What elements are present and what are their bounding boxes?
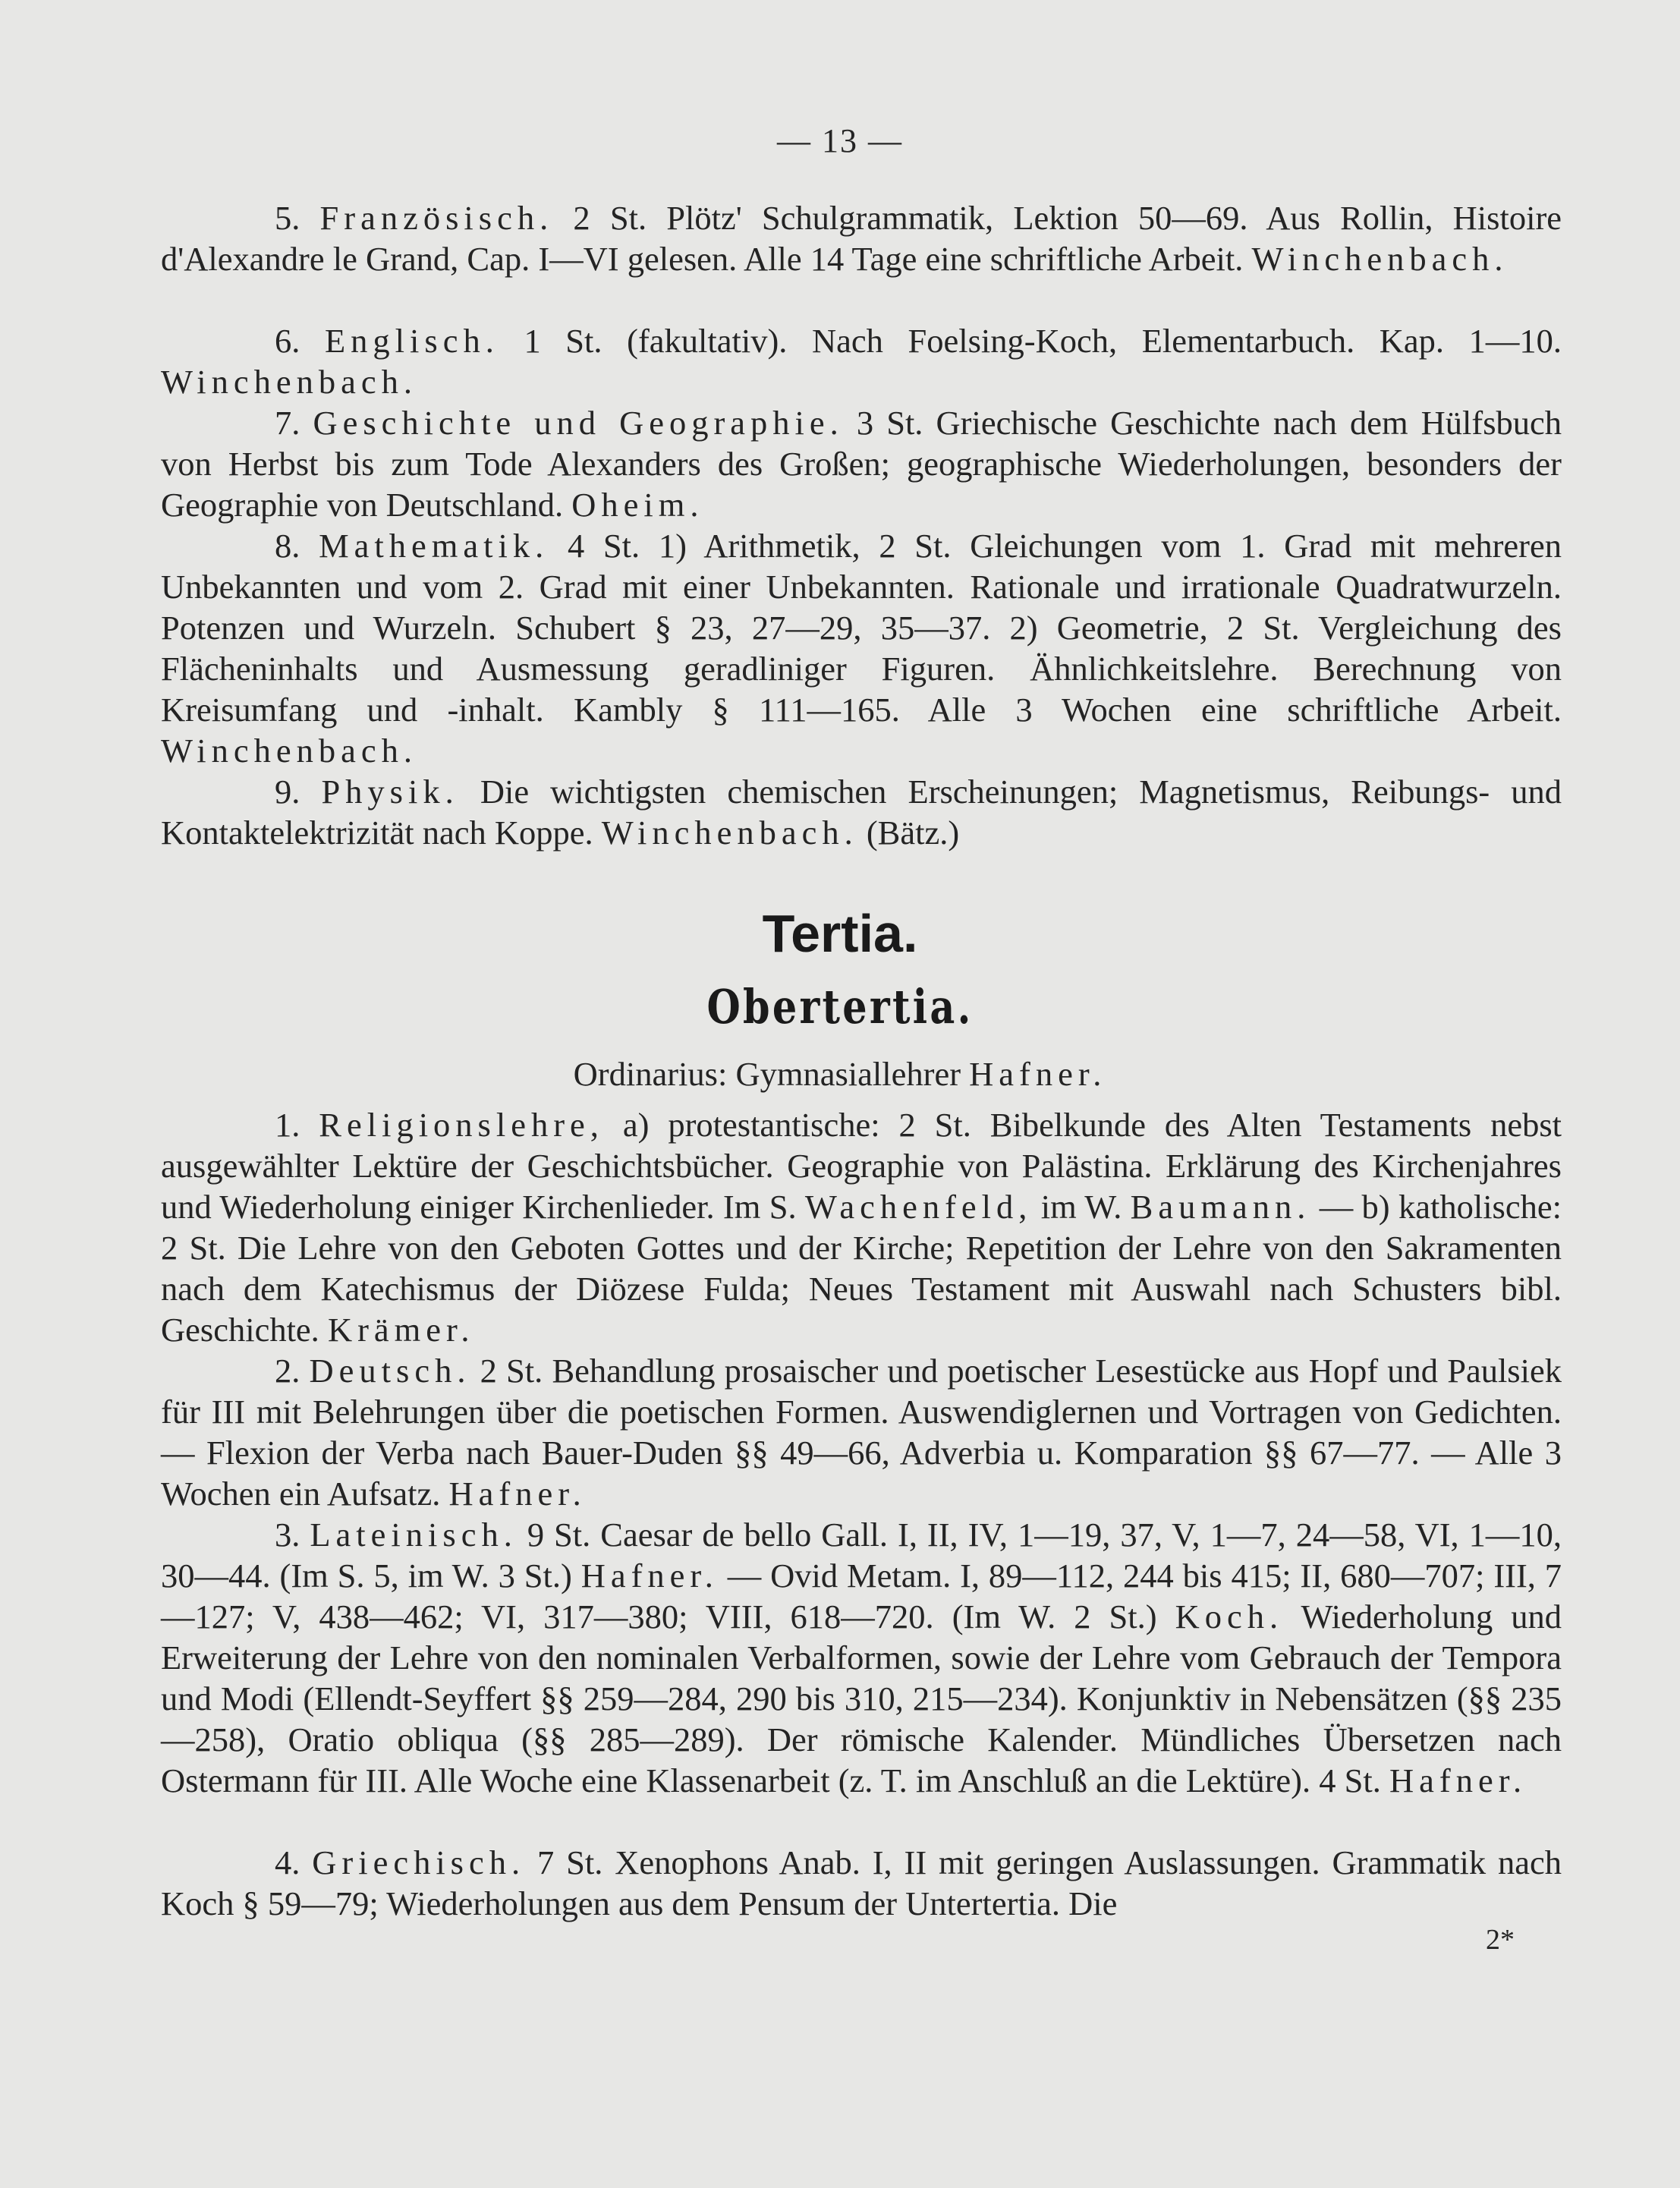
teacher-name: Baumann. <box>1130 1188 1311 1226</box>
item-text: a) protestantische: 2 St. Bibelkunde des Alten Testaments nebst ausgewählter Lektüre der Geschichtsbücher. Geographie von Palästina. Erklärung des Kirchenjahres und Wiederholung einiger Kirchenlieder. Im S. <box>161 1106 1562 1226</box>
item-text: 9 St. Caesar de bello Gall. I, II, IV, 1—19, 37, V, 1—7, 24—58, VI, 1—10, 30—44. (Im S. 5, im W. 3 St.) <box>161 1516 1562 1595</box>
item-number: 1. <box>275 1106 300 1144</box>
item-text: 1 St. (fakultativ). Nach Foelsing-Koch, Elementarbuch. Kap. 1—10. <box>524 322 1562 360</box>
subject-title: Französisch. <box>319 199 554 237</box>
paragraph-mathematik <box>161 525 1562 771</box>
teacher-name: Winchenbach. <box>601 814 858 852</box>
heading-obertertia: Obertertia. <box>706 979 974 1034</box>
ordinarius-line <box>0 1054 1680 1094</box>
teacher-name: Winchenbach. <box>161 732 417 770</box>
paragraph-griechisch <box>161 1842 1562 1924</box>
paragraph-deutsch <box>161 1350 1562 1514</box>
heading-tertia: Tertia. <box>762 904 918 963</box>
item-number: 5. <box>275 199 300 237</box>
teacher-name: Winchenbach. <box>161 363 417 401</box>
item-number: 8. <box>275 527 300 565</box>
subject-title: Griechisch. <box>312 1843 526 1881</box>
item-text: Die wichtigsten chemischen Erscheinungen; Magnetismus, Reibungs- und Kontaktelektrizität nach Koppe. <box>161 773 1562 852</box>
item-text: 3 St. Griechische Geschichte nach dem Hülfsbuch von Herbst bis zum Tode Alexanders des Großen; geographische Wiederholungen, besonders der Geographie von Deutschland. <box>161 404 1562 524</box>
item-text: Wiederholung und Erweiterung der Lehre von den nominalen Verbalformen, sowie der Lehre vom Gebrauch der Tempora und Modi (Ellendt-Seyffert §§ 259—284, 290 bis 310, 215—234). Konjunktiv in Nebensätzen (§§ 235—258), Oratio obliqua (§§ 285—289). Der römische Kalender. Mündliches Übersetzen nach Ostermann für III. Alle Woche eine Klassenarbeit (z. T. im Anschluß an die Lektüre). 4 St. <box>161 1598 1562 1799</box>
paragraph-geschichte <box>161 402 1562 525</box>
paragraph-physik <box>161 771 1562 853</box>
subject-title: Deutsch. <box>309 1352 471 1390</box>
subject-title: Mathematik. <box>319 527 549 565</box>
item-number: 3. <box>275 1516 300 1554</box>
teacher-name: Oheim. <box>571 486 704 524</box>
teacher-name: Winchenbach. <box>1251 240 1509 278</box>
teacher-name: Hafner. <box>448 1475 587 1513</box>
ordinarius-name: Hafner. <box>969 1055 1107 1093</box>
teacher-name: Wachenfeld, <box>804 1188 1033 1226</box>
teacher-name: Koch. <box>1175 1598 1284 1635</box>
item-number: 7. <box>275 404 300 442</box>
teacher-name: Hafner. <box>580 1557 719 1595</box>
item-tail: (Bätz.) <box>866 814 960 852</box>
signature-mark: 2* <box>1486 1924 1515 1956</box>
paragraph-franzoesisch <box>161 197 1562 279</box>
subject-title: Religionslehre, <box>319 1106 604 1144</box>
item-number: 6. <box>275 322 300 360</box>
item-number: 2. <box>275 1352 300 1390</box>
item-text: — Ovid Metam. I, 89—112, 244 bis 415; II, 680—707; III, 7—127; V, 438—462; VI, 317—380; VIII, 618—720. (Im W. 2 St.) <box>161 1557 1562 1635</box>
item-number: 4. <box>275 1843 300 1881</box>
item-text: 7 St. Xenophons Anab. I, II mit geringen Auslassungen. Grammatik nach Koch § 59—79; Wiederholungen aus dem Pensum der Untertertia. Die <box>161 1843 1562 1922</box>
ordinarius-label: Ordinarius: Gymnasiallehrer <box>573 1055 961 1093</box>
item-text: 2 St. Plötz' Schulgrammatik, Lektion 50—69. Aus Rollin, Histoire d'Alexandre le Grand, Cap. I—VI gelesen. Alle 14 Tage eine schriftliche Arbeit. <box>161 199 1562 278</box>
paragraph-lateinisch <box>161 1514 1562 1801</box>
subject-title: Geschichte und Geographie. <box>313 404 844 442</box>
page-number: — 13 — <box>777 122 903 159</box>
subject-title: Englisch. <box>324 322 499 360</box>
subject-title: Lateinisch. <box>310 1516 518 1554</box>
item-text: im W. <box>1040 1188 1122 1226</box>
teacher-name: Krämer. <box>327 1311 475 1349</box>
paragraph-religionslehre <box>161 1104 1562 1350</box>
item-number: 9. <box>275 773 300 811</box>
item-text: — b) katholische: 2 St. Die Lehre von den Geboten Gottes und der Kirche; Repetition der Lehre von den Sakramenten nach dem Katechismus der Diözese Fulda; Neues Testament mit Auswahl nach Schusters bibl. Geschichte. <box>161 1188 1562 1349</box>
item-text: 2 St. Behandlung prosaischer und poetischer Lesestücke aus Hopf und Paulsiek für III mit Belehrungen über die poetischen Formen. Auswendiglernen und Vortragen von Gedichten. — Flexion der Verba nach Bauer-Duden §§ 49—66, Adverbia u. Komparation §§ 67—77. — Alle 3 Wochen ein Aufsatz. <box>161 1352 1562 1513</box>
item-text: 4 St. 1) Arithmetik, 2 St. Gleichungen vom 1. Grad mit mehreren Unbekannten und vom 2. Grad mit einer Unbekannten. Rationale und irrationale Quadratwurzeln. Potenzen und Wurzeln. Schubert § 23, 27—29, 35—37. 2) Geometrie, 2 St. Vergleichung des Flächeninhalts und Ausmessung geradliniger Figuren. Ähnlichkeitslehre. Berechnung von Kreisumfang und -inhalt. Kambly § 111—165. Alle 3 Wochen eine schriftliche Arbeit. <box>161 527 1562 729</box>
teacher-name: Hafner. <box>1389 1761 1527 1799</box>
paragraph-englisch <box>161 320 1562 402</box>
subject-title: Physik. <box>321 773 459 811</box>
